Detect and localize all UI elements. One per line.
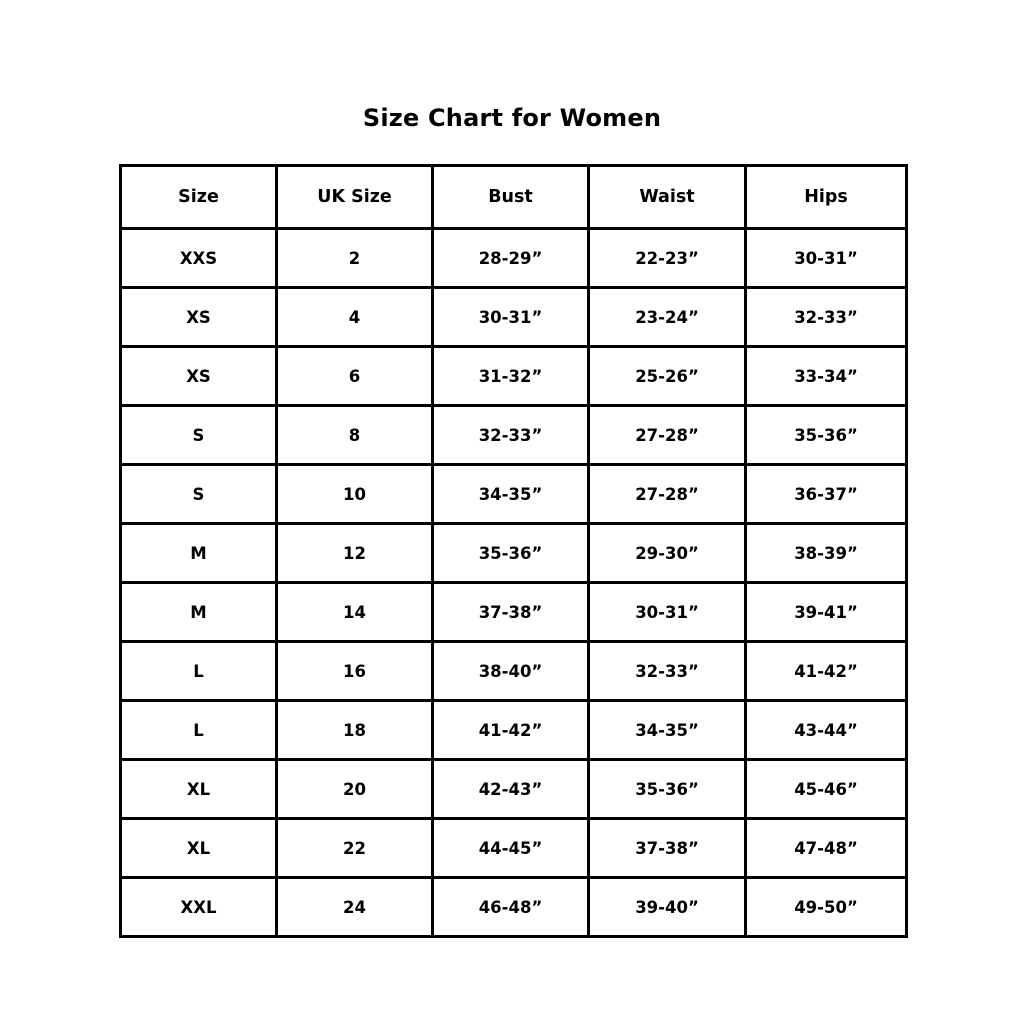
cell-uk-size: 12 xyxy=(277,524,433,583)
page-title: Size Chart for Women xyxy=(362,104,662,132)
cell-bust: 44-45” xyxy=(433,819,589,878)
table-row xyxy=(121,701,907,760)
table-row xyxy=(121,229,907,288)
cell-hips: 41-42” xyxy=(746,642,907,701)
cell-uk-size: 14 xyxy=(277,583,433,642)
cell-waist: 32-33” xyxy=(589,642,746,701)
size-chart-table xyxy=(119,164,908,938)
cell-bust: 38-40” xyxy=(433,642,589,701)
cell-bust: 32-33” xyxy=(433,406,589,465)
cell-uk-size: 18 xyxy=(277,701,433,760)
cell-size: S xyxy=(121,465,277,524)
cell-hips: 47-48” xyxy=(746,819,907,878)
cell-size: XXL xyxy=(121,878,277,937)
column-header-hips: Hips xyxy=(746,166,907,229)
cell-size: L xyxy=(121,642,277,701)
cell-waist: 27-28” xyxy=(589,465,746,524)
table-header xyxy=(121,166,907,229)
column-header-waist: Waist xyxy=(589,166,746,229)
table-row xyxy=(121,642,907,701)
cell-uk-size: 16 xyxy=(277,642,433,701)
cell-bust: 46-48” xyxy=(433,878,589,937)
table-header-row xyxy=(121,166,907,229)
cell-waist: 23-24” xyxy=(589,288,746,347)
cell-uk-size: 4 xyxy=(277,288,433,347)
cell-hips: 30-31” xyxy=(746,229,907,288)
cell-waist: 29-30” xyxy=(589,524,746,583)
table-row xyxy=(121,583,907,642)
cell-waist: 37-38” xyxy=(589,819,746,878)
cell-size: XXS xyxy=(121,229,277,288)
cell-waist: 22-23” xyxy=(589,229,746,288)
table-row xyxy=(121,288,907,347)
cell-waist: 25-26” xyxy=(589,347,746,406)
cell-bust: 35-36” xyxy=(433,524,589,583)
column-header-uk-size: UK Size xyxy=(277,166,433,229)
cell-size: L xyxy=(121,701,277,760)
table-row xyxy=(121,347,907,406)
cell-waist: 34-35” xyxy=(589,701,746,760)
table-row xyxy=(121,760,907,819)
column-header-size: Size xyxy=(121,166,277,229)
table-row xyxy=(121,465,907,524)
table-row xyxy=(121,524,907,583)
cell-bust: 28-29” xyxy=(433,229,589,288)
table-row xyxy=(121,878,907,937)
table-body xyxy=(121,229,907,937)
table-row xyxy=(121,406,907,465)
cell-size: XS xyxy=(121,288,277,347)
cell-size: M xyxy=(121,583,277,642)
cell-uk-size: 20 xyxy=(277,760,433,819)
cell-size: XL xyxy=(121,819,277,878)
cell-hips: 43-44” xyxy=(746,701,907,760)
cell-bust: 30-31” xyxy=(433,288,589,347)
cell-size: M xyxy=(121,524,277,583)
cell-hips: 45-46” xyxy=(746,760,907,819)
cell-bust: 41-42” xyxy=(433,701,589,760)
cell-size: XL xyxy=(121,760,277,819)
cell-bust: 42-43” xyxy=(433,760,589,819)
cell-uk-size: 22 xyxy=(277,819,433,878)
cell-uk-size: 24 xyxy=(277,878,433,937)
cell-size: XS xyxy=(121,347,277,406)
cell-hips: 33-34” xyxy=(746,347,907,406)
cell-waist: 27-28” xyxy=(589,406,746,465)
cell-hips: 39-41” xyxy=(746,583,907,642)
table-row xyxy=(121,819,907,878)
cell-bust: 34-35” xyxy=(433,465,589,524)
cell-waist: 39-40” xyxy=(589,878,746,937)
cell-uk-size: 10 xyxy=(277,465,433,524)
cell-uk-size: 6 xyxy=(277,347,433,406)
cell-size: S xyxy=(121,406,277,465)
cell-uk-size: 2 xyxy=(277,229,433,288)
cell-hips: 35-36” xyxy=(746,406,907,465)
size-chart-table-container xyxy=(119,164,905,938)
cell-waist: 35-36” xyxy=(589,760,746,819)
cell-waist: 30-31” xyxy=(589,583,746,642)
cell-hips: 32-33” xyxy=(746,288,907,347)
cell-hips: 49-50” xyxy=(746,878,907,937)
cell-hips: 38-39” xyxy=(746,524,907,583)
cell-hips: 36-37” xyxy=(746,465,907,524)
cell-bust: 37-38” xyxy=(433,583,589,642)
column-header-bust: Bust xyxy=(433,166,589,229)
cell-bust: 31-32” xyxy=(433,347,589,406)
cell-uk-size: 8 xyxy=(277,406,433,465)
